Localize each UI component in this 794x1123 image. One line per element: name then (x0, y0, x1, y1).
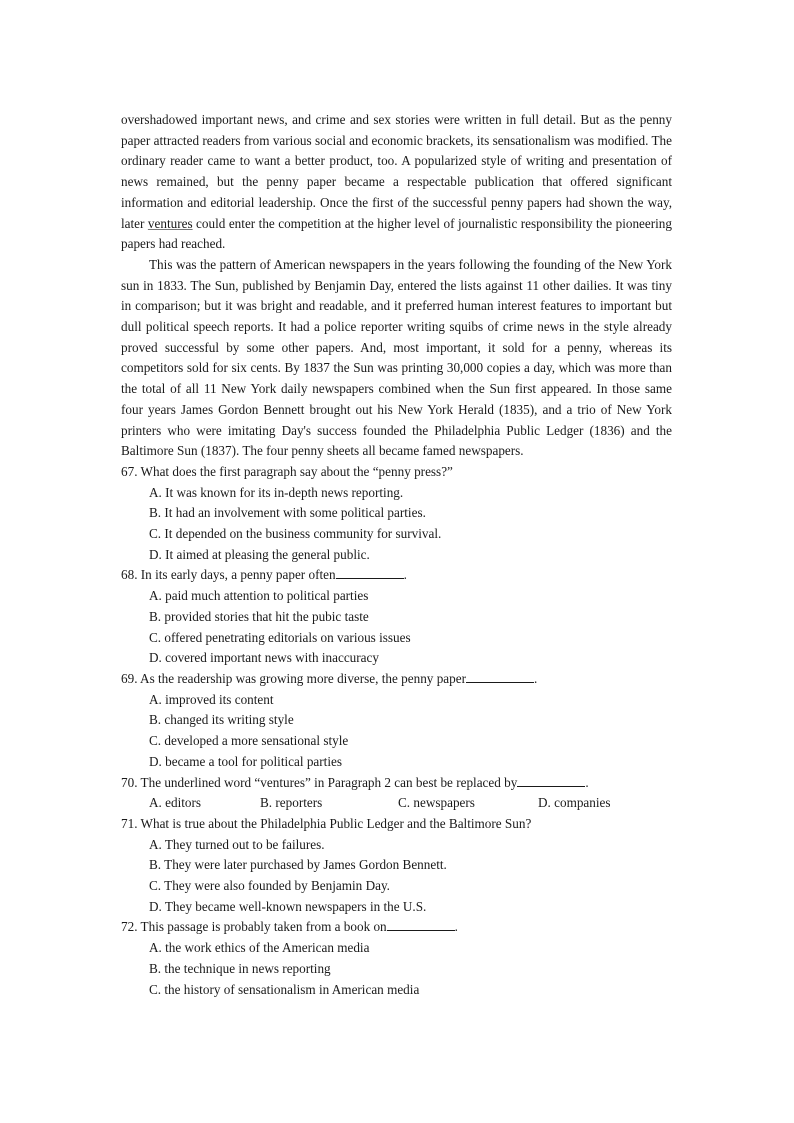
question-67 (121, 462, 672, 566)
option-d[interactable]: D. They became well-known newspapers in the U.S. (149, 898, 427, 914)
passage-paragraph-1 (121, 110, 672, 255)
option-a[interactable]: A. They turned out to be failures. (149, 836, 325, 852)
question-70 (121, 773, 672, 814)
passage-paragraph-2: This was the pattern of American newspapers in the years following the founding of the New York sun in 1833. The Sun, published by Benjamin Day, entered the lists against 11 other dailies. It was tiny in comparison; but it was bright and readable, and it preferred human interest features to important but dull political speech reports. It had a police reporter writing squibs of crime news in the style already proved successful by some other papers. And, most important, it sold for a penny, whereas its competitors sold for six cents. By 1837 the Sun was printing 30,000 copies a day, which was more than the total of all 11 New York daily newspapers combined when the Sun first appeared. In those same four years James Gordon Bennett brought out his New York Herald (1835), and a trio of New York printers who were imitating Day's success founded the Philadelphia Public Ledger (1836) and the Baltimore Sun (1837). The four penny sheets all became famed newspapers. (121, 256, 672, 459)
option-c[interactable]: C. It depended on the business community for survival. (149, 526, 442, 542)
option-b[interactable]: B. changed its writing style (149, 712, 294, 728)
period: . (533, 670, 538, 686)
answer-blank[interactable] (517, 774, 585, 787)
option-c[interactable]: C. offered penetrating editorials on various issues (149, 629, 411, 645)
option-d[interactable]: D. covered important news with inaccuracy (149, 650, 379, 666)
option-d[interactable]: D. It aimed at pleasing the general public. (149, 546, 370, 562)
question-stem (121, 917, 672, 938)
stem-text: 71. What is true about the Philadelphia Public Ledger and the Baltimore Sun? (121, 815, 532, 831)
question-stem (121, 773, 672, 794)
stem-text: 67. What does the first paragraph say about the “penny press?” (121, 463, 453, 479)
answer-blank[interactable] (387, 918, 455, 931)
paragraph-text: could enter the competition at the higher level of journalistic responsibility the pioneering papers had reached. (121, 215, 672, 252)
question-68 (121, 565, 672, 669)
option-b[interactable]: B. reporters (260, 795, 323, 811)
option-b[interactable]: B. the technique in news reporting (149, 960, 331, 976)
question-69 (121, 669, 672, 773)
question-stem (121, 462, 672, 483)
options-row (121, 793, 672, 814)
exam-page (121, 110, 672, 1000)
option-c[interactable]: C. the history of sensationalism in American media (149, 981, 420, 997)
option-a[interactable]: A. the work ethics of the American media (149, 940, 370, 956)
answer-blank[interactable] (466, 670, 534, 683)
option-a[interactable]: A. improved its content (149, 691, 274, 707)
option-b[interactable]: B. It had an involvement with some political parties. (149, 505, 426, 521)
question-71 (121, 814, 672, 918)
stem-text: 72. This passage is probably taken from a book on (121, 919, 387, 935)
question-72 (121, 917, 672, 1000)
period: . (403, 567, 407, 583)
option-a[interactable]: A. editors (149, 795, 202, 811)
question-stem (121, 565, 672, 586)
period: . (454, 919, 458, 935)
option-b[interactable]: B. provided stories that hit the pubic taste (149, 608, 369, 624)
option-c[interactable]: C. developed a more sensational style (149, 733, 349, 749)
option-d[interactable]: D. companies (538, 795, 611, 811)
stem-text: 69. As the readership was growing more diverse, the penny paper (121, 670, 466, 686)
underlined-word: ventures (147, 215, 193, 231)
paragraph-text: overshadowed important news, and crime and sex stories were written in full detail. But as the penny paper attracted readers from various social and economic brackets, its sensationalism was modified. The ordinary reader came to want a better product, too. A popularized style of writing and presentation of news remained, but the penny paper became a respectable publication that offered significant information and editorial leadership. Once the first of the successful penny papers had shown the way, later (121, 112, 672, 231)
stem-text: 70. The underlined word “ventures” in Paragraph 2 can best be replaced by (121, 774, 518, 790)
option-a[interactable]: A. It was known for its in-depth news reporting. (149, 484, 404, 500)
option-c[interactable]: C. They were also founded by Benjamin Day. (149, 878, 390, 893)
question-stem (121, 669, 672, 690)
stem-text: 68. In its early days, a penny paper often (121, 567, 336, 583)
answer-blank[interactable] (336, 566, 404, 579)
option-c[interactable]: C. newspapers (398, 795, 475, 811)
option-d[interactable]: D. became a tool for political parties (149, 753, 342, 769)
option-b[interactable]: B. They were later purchased by James Gordon Bennett. (149, 857, 447, 873)
question-stem (121, 814, 672, 835)
option-a[interactable]: A. paid much attention to political parties (149, 588, 369, 604)
period: . (585, 774, 589, 790)
